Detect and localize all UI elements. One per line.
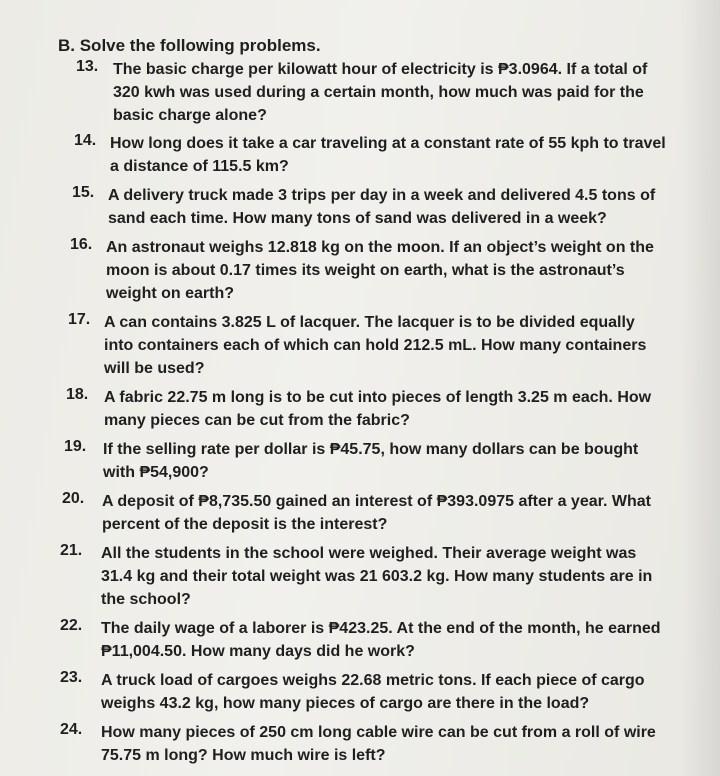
problem-number: 16.: [70, 236, 93, 253]
problem-number: 18.: [66, 386, 89, 403]
problem-14: [0, 132, 720, 178]
problem-number: 24.: [60, 721, 83, 738]
problem-21: [0, 542, 720, 611]
problem-number: 23.: [60, 669, 83, 686]
problem-20: [0, 490, 720, 536]
problem-number: 21.: [60, 542, 83, 559]
problem-15: [0, 184, 720, 230]
section-heading: B. Solve the following problems.: [58, 36, 321, 55]
problem-number: 20.: [62, 490, 85, 507]
problem-text: A delivery truck made 3 trips per day in a week and delivered 4.5 tons of sand each time. How many tons of sand was delivered in a week?: [108, 187, 656, 227]
problem-number: 13.: [76, 58, 99, 75]
problem-text: How many pieces of 250 cm long cable wire can be cut from a roll of wire 75.75 m long? How much wire is left?: [101, 724, 656, 764]
problem-16: [0, 236, 720, 305]
problem-text: A truck load of cargoes weighs 22.68 metric tons. If each piece of cargo weighs 43.2 kg, how many pieces of cargo are there in the load?: [101, 672, 645, 712]
problem-24: [0, 721, 720, 767]
problem-text: The daily wage of a laborer is ₱423.25. At the end of the month, he earned ₱11,004.50. How many days did he work?: [101, 620, 661, 660]
problem-19: [0, 438, 720, 484]
problem-text: All the students in the school were weighed. Their average weight was 31.4 kg and their total weight was 21 603.2 kg. How many students are in the school?: [101, 545, 653, 608]
problem-number: 15.: [72, 184, 95, 201]
problem-number: 17.: [68, 311, 91, 328]
problem-list: [0, 58, 720, 767]
problem-number: 19.: [64, 438, 87, 455]
problem-text: An astronaut weighs 12.818 kg on the moon. If an object’s weight on the moon is about 0.17 times its weight on earth, what is the astronaut’s weight on earth?: [106, 239, 654, 302]
problem-23: [0, 669, 720, 715]
problem-17: [0, 311, 720, 380]
problem-number: 22.: [60, 617, 83, 634]
problem-text: A fabric 22.75 m long is to be cut into pieces of length 3.25 m each. How many pieces can be cut from the fabric?: [104, 389, 652, 429]
problem-text: How long does it take a car traveling at a constant rate of 55 kph to travel a distance of 115.5 km?: [110, 135, 666, 175]
problem-text: If the selling rate per dollar is ₱45.75, how many dollars can be bought with ₱54,900?: [103, 441, 639, 481]
problem-18: [0, 386, 720, 432]
problem-text: A deposit of ₱8,735.50 gained an interest of ₱393.0975 after a year. What percent of the deposit is the interest?: [102, 493, 651, 533]
problem-number: 14.: [74, 132, 97, 149]
problem-22: [0, 617, 720, 663]
problem-text: A can contains 3.825 L of lacquer. The lacquer is to be divided equally into containers each of which can hold 212.5 mL. How many containers will be used?: [104, 314, 647, 377]
problem-13: [0, 58, 720, 127]
problem-text: The basic charge per kilowatt hour of electricity is ₱3.0964. If a total of 320 kwh was used during a certain month, how much was paid for the basic charge alone?: [113, 61, 648, 124]
